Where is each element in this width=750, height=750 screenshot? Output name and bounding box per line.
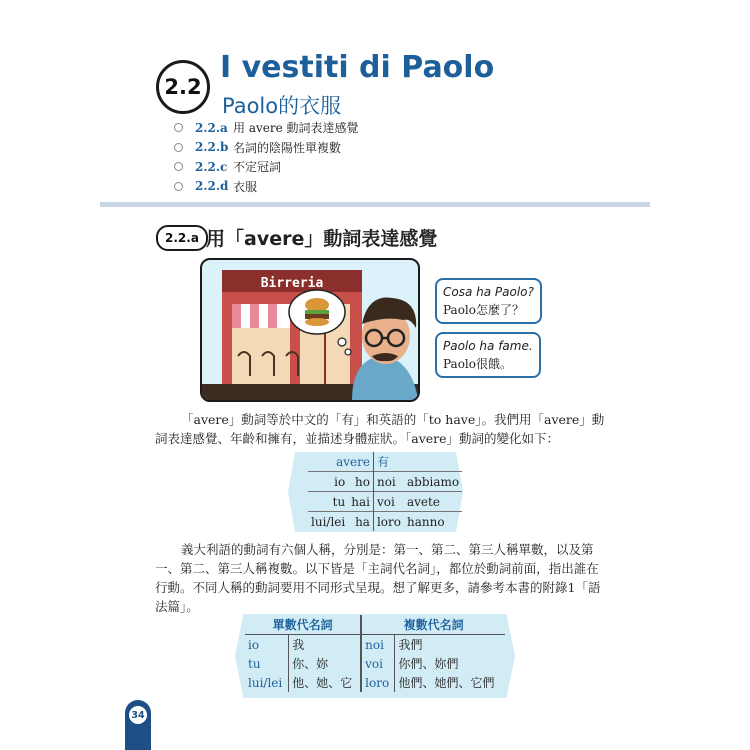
section-code-badge	[156, 225, 208, 251]
table-header-row	[308, 452, 462, 472]
toc-text: 名詞的陰陽性單複數	[233, 140, 342, 155]
verb-form: ha	[348, 512, 373, 532]
plural-pronoun: noi	[361, 635, 395, 655]
chapter-title: I vestiti di Paolo	[220, 50, 495, 85]
intro-paragraph	[155, 410, 615, 448]
pronoun: loro	[373, 512, 404, 532]
circle-bullet-icon	[174, 162, 183, 171]
plural-header: 複數代名詞	[361, 615, 505, 635]
singular-pronoun: lui/lei	[245, 673, 289, 692]
toc-text: 不定冠詞	[233, 160, 282, 175]
plural-pronoun: voi	[361, 654, 395, 673]
header-meaning: 有	[376, 455, 389, 469]
pronoun: tu	[308, 492, 348, 512]
toc-text: 衣服	[233, 179, 258, 194]
toc-code: 2.2.d	[195, 179, 229, 194]
verb-form: hanno	[404, 512, 462, 532]
dialogue-italian: Paolo ha fame.	[443, 339, 533, 353]
page-number: 34	[129, 706, 147, 724]
speech-bubble	[435, 278, 542, 324]
pronoun: io	[308, 472, 348, 492]
pronoun-table	[245, 615, 505, 692]
paragraph-line: 義大利語的動詞有六個人稱，分別是：第一、第二、第三人稱單數，以及第	[181, 542, 594, 557]
toc-code: 2.2.a	[195, 120, 228, 135]
circle-bullet-icon	[174, 182, 183, 191]
chapter-number-badge	[156, 60, 210, 114]
toc-item[interactable]	[174, 118, 474, 138]
verb-form: avete	[404, 492, 462, 512]
dialogue-chinese: Paolo怎麼了？	[443, 303, 524, 317]
verb-form: abbiamo	[404, 472, 462, 492]
section-title: 用「avere」動詞表達感覺	[206, 228, 438, 250]
table-row	[308, 512, 462, 532]
dialogue-italian: Cosa ha Paolo?	[443, 285, 534, 299]
chapter-subtitle: Paolo的衣服	[222, 94, 342, 118]
singular-pronoun: io	[245, 635, 289, 655]
paragraph-line: 法篇」。	[155, 599, 199, 614]
pronoun: noi	[373, 472, 404, 492]
section-code: 2.2.a	[165, 231, 199, 245]
header-verb: avere	[308, 452, 373, 472]
singular-translation: 他、她、它	[289, 673, 361, 692]
paragraph-line: 詞表達感覺、年齡和擁有，並描述身體症狀。「avere」動詞的變化如下：	[155, 431, 560, 446]
table-row	[245, 654, 505, 673]
toc-item[interactable]	[174, 177, 474, 197]
table-row	[245, 635, 505, 655]
speech-bubble	[435, 332, 541, 378]
table-row	[245, 673, 505, 692]
cafe-illustration	[200, 258, 420, 402]
table-row	[308, 492, 462, 512]
plural-translation: 我們	[398, 638, 423, 652]
plural-translation: 你們、妳們	[398, 657, 459, 671]
singular-translation: 你、妳	[289, 654, 361, 673]
table-row	[308, 472, 462, 492]
cafe-scene-image	[202, 260, 418, 400]
toc-code: 2.2.b	[195, 140, 229, 155]
singular-header: 單數代名詞	[245, 615, 361, 635]
pronoun: voi	[373, 492, 404, 512]
singular-translation: 我	[289, 635, 361, 655]
conjugation-table-box	[288, 452, 463, 532]
circle-bullet-icon	[174, 123, 183, 132]
verb-form: hai	[348, 492, 373, 512]
chapter-number: 2.2	[164, 75, 202, 99]
paragraph-line: 行動。不同人稱的動詞要用不同形式呈現。想了解更多，請參考本書的附錄1「語	[155, 580, 601, 595]
toc-text: 用 avere 動詞表達感覺	[233, 121, 359, 136]
plural-translation: 他們、她們、它們	[398, 676, 495, 690]
toc-item[interactable]	[174, 138, 474, 158]
dialogue-chinese: Paolo很餓。	[443, 357, 512, 371]
table-header-row	[245, 615, 505, 635]
table-of-contents	[174, 118, 474, 196]
toc-item[interactable]	[174, 157, 474, 177]
section-divider	[100, 202, 650, 207]
verb-form: ho	[348, 472, 373, 492]
pronoun: lui/lei	[308, 512, 348, 532]
cafe-sign: Birreria	[260, 276, 324, 291]
paragraph-line: 「avere」動詞等於中文的「有」和英語的「to have」。我們用「avere」動	[181, 412, 605, 427]
pronoun-table-box	[235, 614, 515, 698]
plural-pronoun: loro	[361, 673, 395, 692]
pronoun-paragraph	[155, 540, 615, 616]
toc-code: 2.2.c	[195, 159, 228, 174]
conjugation-table	[308, 452, 462, 531]
singular-pronoun: tu	[245, 654, 289, 673]
paragraph-line: 一、第二、第三人稱複數。以下皆是「主詞代名詞」，都位於動詞前面，指出誰在	[155, 561, 599, 576]
circle-bullet-icon	[174, 143, 183, 152]
